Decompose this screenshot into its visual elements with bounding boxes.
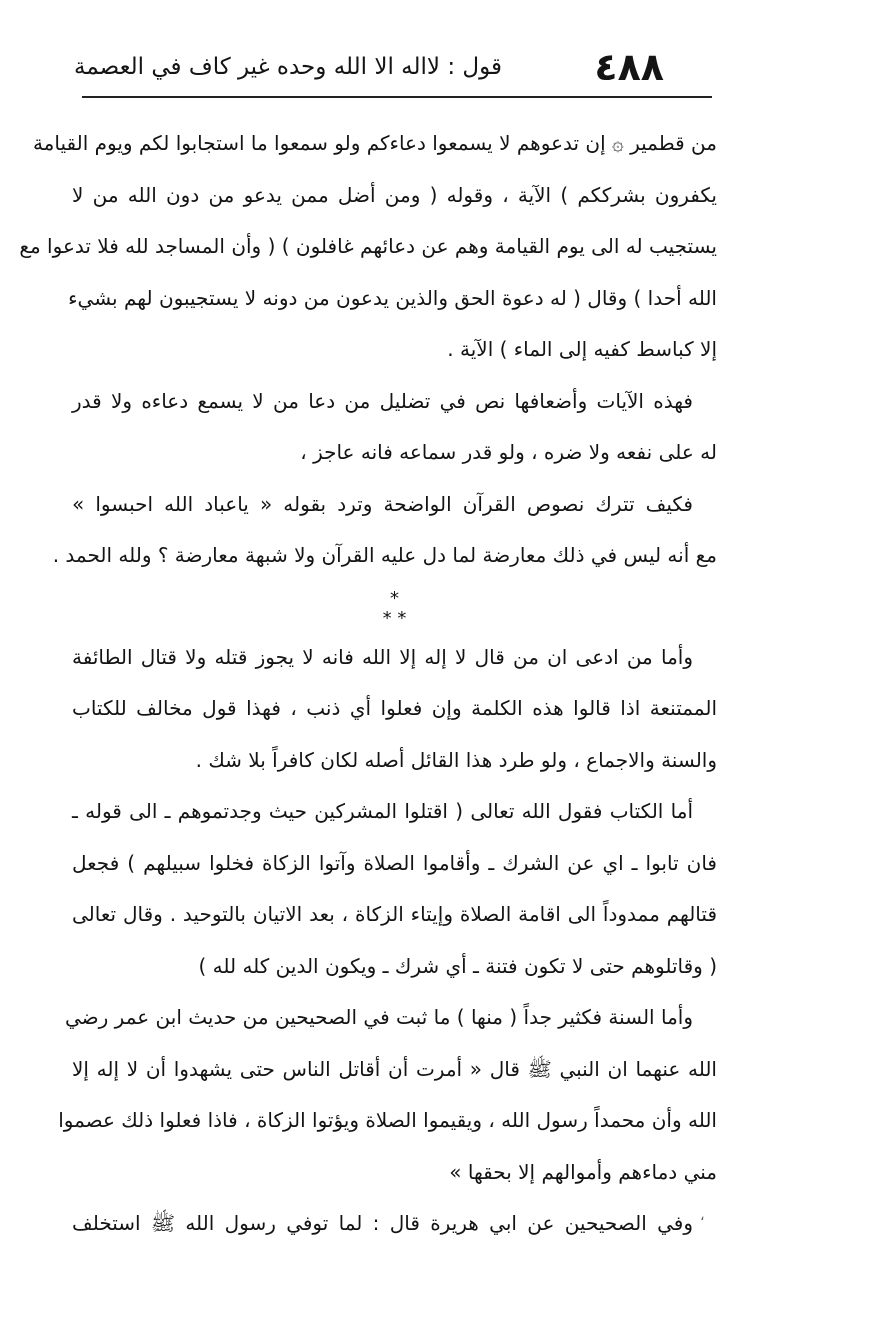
paragraph-start-line: وأما من ادعى ان من قال لا إله إلا الله فانه لا يجوز قتله ولا قتال الطائفة	[72, 644, 693, 669]
text-line: فان تابوا ـ اي عن الشرك ـ وأقاموا الصلاة وآتوا الزكاة فخلوا سبيلهم ) فجعل	[72, 850, 717, 875]
text-line: مع أنه ليس في ذلك معارضة لما دل عليه القرآن ولا شبهة معارضة ؟ ولله الحمد .	[52, 543, 717, 567]
header-divider	[82, 96, 712, 98]
text-line: والسنة والاجماع ، ولو طرد هذا القائل أصله لكان كافراً بلا شك .	[195, 747, 717, 772]
text-line: الله عنهما ان النبي ﷺ قال « أمرت أن أقاتل الناس حتى يشهدوا أن لا إله إلا	[72, 1056, 717, 1081]
text-line: ( وقاتلوهم حتى لا تكون فتنة ـ أي شرك ـ ويكون الدين كله لله )	[198, 953, 717, 978]
text-line: الله أحدا ) وقال ( له دعوة الحق والذين يدعون من دونه لا يستجيبون لهم بشيء	[68, 285, 717, 310]
paragraph-start-line: وفي الصحيحين عن ابي هريرة قال : لما توفي رسول الله ﷺ استخلف	[72, 1211, 693, 1235]
text-line: الممتنعة اذا قالوا هذه الكلمة وإن فعلوا أي ذنب ، فهذا قول مخالف للكتاب	[72, 696, 717, 720]
scan-mark: ،	[700, 1208, 705, 1224]
text-line: من قطمير ۞ إن تدعوهم لا يسمعوا دعاءكم ولو سمعوا ما استجابوا لكم ويوم القيامة	[32, 131, 717, 155]
page-header	[74, 44, 664, 90]
page-number: ٤٨٨	[594, 45, 664, 89]
paragraph-start-line: فهذه الآيات وأضعافها نص في تضليل من دعا من لا يسمع دعاءه ولا قدر	[72, 388, 693, 413]
text-line: قتالهم ممدوداً الى اقامة الصلاة وإيتاء الزكاة ، بعد الاتيان بالتوحيد . وقال تعالى	[72, 902, 717, 926]
running-title: قول : لااله الا الله وحده غير كاف في العصمة	[74, 54, 502, 80]
text-line: مني دماءهم وأموالهم إلا بحقها »	[449, 1159, 717, 1184]
separator-star: *	[390, 587, 399, 609]
text-line: يستجيب له الى يوم القيامة وهم عن دعائهم غافلون ) ( وأن المساجد لله فلا تدعوا مع	[19, 234, 717, 258]
text-line: إلا كباسط كفيه إلى الماء ) الآية .	[447, 337, 717, 361]
section-separator	[72, 582, 717, 632]
text-line: الله وأن محمداً رسول الله ، ويقيموا الصلاة ويؤتوا الزكاة ، فاذا فعلوا ذلك عصموا	[58, 1108, 717, 1132]
paragraph-start-line: وأما السنة فكثير جداً ( منها ) ما ثبت في الصحيحين من حديث ابن عمر رضي	[64, 1005, 693, 1029]
text-line: له على نفعه ولا ضره ، ولو قدر سماعه فانه عاجز ،	[300, 440, 717, 464]
paragraph-start-line: أما الكتاب فقول الله تعالى ( اقتلوا المشركين حيث وجدتموهم ـ الى قوله ـ	[72, 799, 693, 823]
text-line: يكفرون بشرككم ) الآية ، وقوله ( ومن أضل ممن يدعو من دون الله من لا	[72, 182, 717, 207]
page-body	[19, 118, 717, 1250]
paragraph-start-line: فكيف تترك نصوص القرآن الواضحة وترد بقوله « ياعباد الله احبسوا »	[72, 491, 693, 516]
separator-stars: * *	[382, 607, 407, 629]
